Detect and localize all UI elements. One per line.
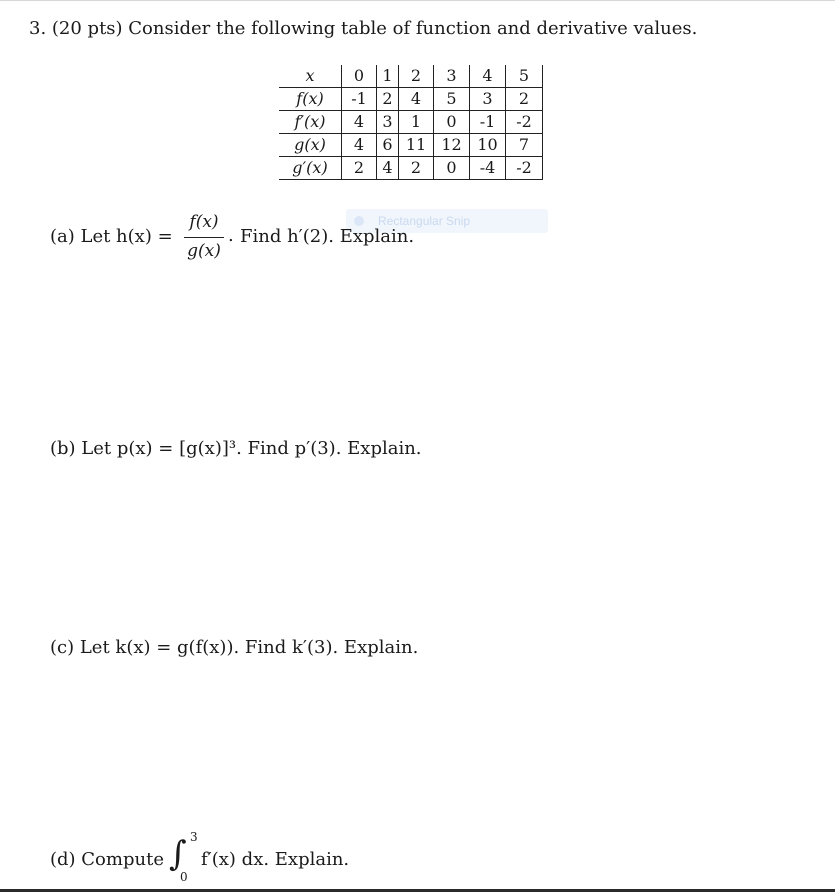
table-cell: 3: [377, 111, 399, 134]
table-cell: -4: [470, 157, 506, 180]
table-cell: 6: [377, 134, 399, 157]
fraction-numerator: f(x): [189, 212, 219, 232]
part-b-question: (b) Let p(x) = [g(x)]³. Find p′(3). Explain.: [50, 438, 422, 459]
table-cell: 2: [399, 65, 434, 88]
table-cell: 4: [470, 65, 506, 88]
table-cell: 10: [470, 134, 506, 157]
table-cell: -2: [506, 111, 543, 134]
snip-icon: [354, 216, 364, 226]
problem-title: 3. (20 pts) Consider the following table of function and derivative values.: [29, 18, 698, 39]
row-label: f′(x): [279, 111, 342, 134]
table-cell: 4: [342, 134, 377, 157]
table-row: [279, 88, 543, 111]
table-cell: 1: [399, 111, 434, 134]
integral-upper-limit: 3: [190, 830, 198, 844]
table-cell: 0: [434, 157, 470, 180]
table-cell: 3: [434, 65, 470, 88]
table-cell: 7: [506, 134, 543, 157]
table-row: [279, 111, 543, 134]
part-a-question: Find h′(2). Explain.: [240, 226, 415, 247]
integral-sign: ∫: [169, 834, 187, 874]
table-cell: 4: [399, 88, 434, 111]
fraction-denominator: g(x): [187, 241, 221, 261]
table-cell: 2: [342, 157, 377, 180]
part-d-lead: (d) Compute: [50, 849, 164, 870]
row-label: f(x): [279, 88, 342, 111]
table-cell: -2: [506, 157, 543, 180]
integral-lower-limit: 0: [180, 870, 188, 884]
table-cell: 11: [399, 134, 434, 157]
table-cell: 5: [506, 65, 543, 88]
table-row: [279, 157, 543, 180]
row-label: x: [279, 65, 342, 88]
table-cell: 1: [377, 65, 399, 88]
function-values-table: [279, 65, 543, 180]
fraction-period: .: [228, 225, 234, 246]
table-cell: -1: [342, 88, 377, 111]
table-cell: 2: [377, 88, 399, 111]
table-cell: 2: [506, 88, 543, 111]
part-d-question: f′(x) dx. Explain.: [201, 849, 350, 870]
table-cell: 3: [470, 88, 506, 111]
row-label: g(x): [279, 134, 342, 157]
part-a-lead: (a) Let h(x) =: [50, 226, 173, 247]
fraction-bar: [184, 237, 224, 238]
part-c-question: (c) Let k(x) = g(f(x)). Find k′(3). Explain.: [50, 637, 419, 658]
snip-label: Rectangular Snip: [378, 214, 471, 228]
table-row: [279, 65, 543, 88]
table-cell: -1: [470, 111, 506, 134]
row-label: g′(x): [279, 157, 342, 180]
table-cell: 4: [342, 111, 377, 134]
table-cell: 5: [434, 88, 470, 111]
table-cell: 4: [377, 157, 399, 180]
table-row: [279, 134, 543, 157]
table-cell: 2: [399, 157, 434, 180]
top-border-line: [0, 0, 835, 1]
table-cell: 0: [342, 65, 377, 88]
table-cell: 0: [434, 111, 470, 134]
table-cell: 12: [434, 134, 470, 157]
